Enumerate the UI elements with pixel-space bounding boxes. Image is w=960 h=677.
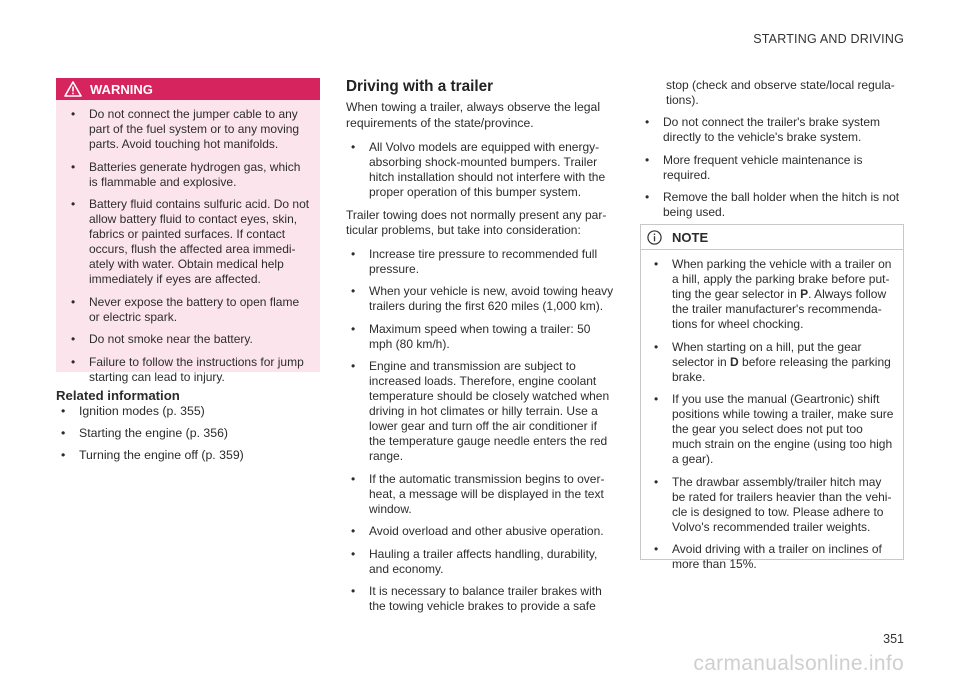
related-information-title: Related information	[56, 388, 180, 403]
warning-box	[56, 78, 320, 384]
towing-section	[346, 78, 614, 622]
gear-position-p: P	[800, 287, 809, 301]
note-text: before releasing the parking brake.	[672, 354, 891, 384]
page-number: 351	[883, 632, 904, 646]
list-item: • Engine and transmission are subject to increased loads. Therefore, engine coolant temperature should be closely watched when driving in hot climates or hilly terrain. Use a lower gear and turn off the air conditioner if the temperature gauge needle enters the red range.	[346, 359, 614, 464]
note-title: NOTE	[672, 229, 709, 245]
list-item: • When your vehicle is new, avoid towing heavy trailers during the first 620 miles (1,000 km).	[346, 284, 614, 314]
related-link-starting-engine[interactable]: • Starting the engine (p. 356)	[56, 426, 320, 441]
towing-section-continued	[640, 78, 906, 228]
list-item: • Do not connect the trailer's brake system directly to the vehicle's brake system.	[640, 115, 906, 145]
towing-list-bumpers	[346, 140, 614, 200]
list-item: • Hauling a trailer affects handling, durability, and economy.	[346, 547, 614, 577]
note-box	[640, 224, 904, 571]
towing-title: Driving with a trailer	[346, 78, 494, 95]
list-item: • Avoid overload and other abusive operation.	[346, 524, 614, 539]
warning-title: WARNING	[90, 81, 153, 97]
note-header	[641, 225, 903, 250]
towing-paragraph: Trailer towing does not normally present any par-ticular problems, but take into consideration:	[346, 207, 607, 237]
warning-item: • Do not connect the jumper cable to any part of the fuel system or to any moving parts. Avoid touching hot manifolds.	[66, 107, 310, 152]
warning-item: • Batteries generate hydrogen gas, which is flammable and explosive.	[66, 160, 310, 190]
info-circle-icon	[647, 230, 662, 245]
note-text: . Always follow the trailer manufacturer's recommenda-tions for wheel chocking.	[672, 287, 887, 331]
warning-item: • Do not smoke near the battery.	[66, 332, 310, 347]
warning-item: • Never expose the battery to open flame or electric spark.	[66, 295, 310, 325]
warning-triangle-icon	[64, 81, 82, 97]
watermark: carmanualsonline.info	[693, 652, 904, 675]
list-item: • Maximum speed when towing a trailer: 50 mph (80 km/h).	[346, 322, 614, 352]
note-item	[649, 340, 895, 385]
warning-item: • Failure to follow the instructions for jump starting can lead to injury.	[66, 355, 310, 385]
list-item: • Increase tire pressure to recommended full pressure.	[346, 247, 614, 277]
note-item: • Avoid driving with a trailer on inclines of more than 15%.	[649, 542, 895, 572]
list-item: • It is necessary to balance trailer brakes with the towing vehicle brakes to provide a safe	[346, 584, 614, 614]
continued-text: stop (check and observe state/local regula-tions).	[666, 78, 895, 107]
list-item: • All Volvo models are equipped with energy-absorbing shock-mounted bumpers. Trailer hitch installation should not interfere with the proper operation of this bumper system.	[346, 140, 614, 200]
gear-position-d: D	[730, 354, 739, 369]
warning-list	[56, 100, 320, 385]
note-item: • The drawbar assembly/trailer hitch may be rated for trailers heavier than the vehi-cle is designed to tow. Please adhere to Volvo's recommended trailer weights.	[649, 475, 895, 535]
towing-list-continued	[640, 115, 906, 220]
towing-lead: When towing a trailer, always observe the legal requirements of the state/province.	[346, 100, 601, 130]
note-item	[649, 257, 895, 332]
section-header: STARTING AND DRIVING	[753, 32, 904, 46]
list-item: • If the automatic transmission begins to over-heat, a message will be displayed in the text window.	[346, 472, 614, 517]
list-item: • Remove the ball holder when the hitch is not being used.	[640, 190, 906, 220]
note-text: When starting on a hill, put the gear selector in	[672, 339, 862, 369]
note-item: • If you use the manual (Geartronic) shift positions while towing a trailer, make sure the gear you select does not put too much strain on the engine (using too high a gear).	[649, 392, 895, 467]
warning-header	[56, 78, 320, 100]
list-item: • More frequent vehicle maintenance is required.	[640, 153, 906, 183]
warning-item: • Battery fluid contains sulfuric acid. Do not allow battery fluid to contact eyes, skin, fabrics or painted surfaces. If contact occurs, flush the affected area immedi-ately with water. Obtain medical help immediately if eyes are affected.	[66, 197, 310, 287]
note-text: When parking the vehicle with a trailer on a hill, apply the parking brake before put-ting the gear selector in	[672, 257, 892, 301]
related-link-ignition-modes[interactable]: • Ignition modes (p. 355)	[56, 404, 320, 419]
towing-considerations-list	[346, 247, 614, 615]
related-information-list	[56, 404, 320, 470]
related-link-turning-engine-off[interactable]: • Turning the engine off (p. 359)	[56, 448, 320, 463]
note-list	[641, 250, 903, 572]
